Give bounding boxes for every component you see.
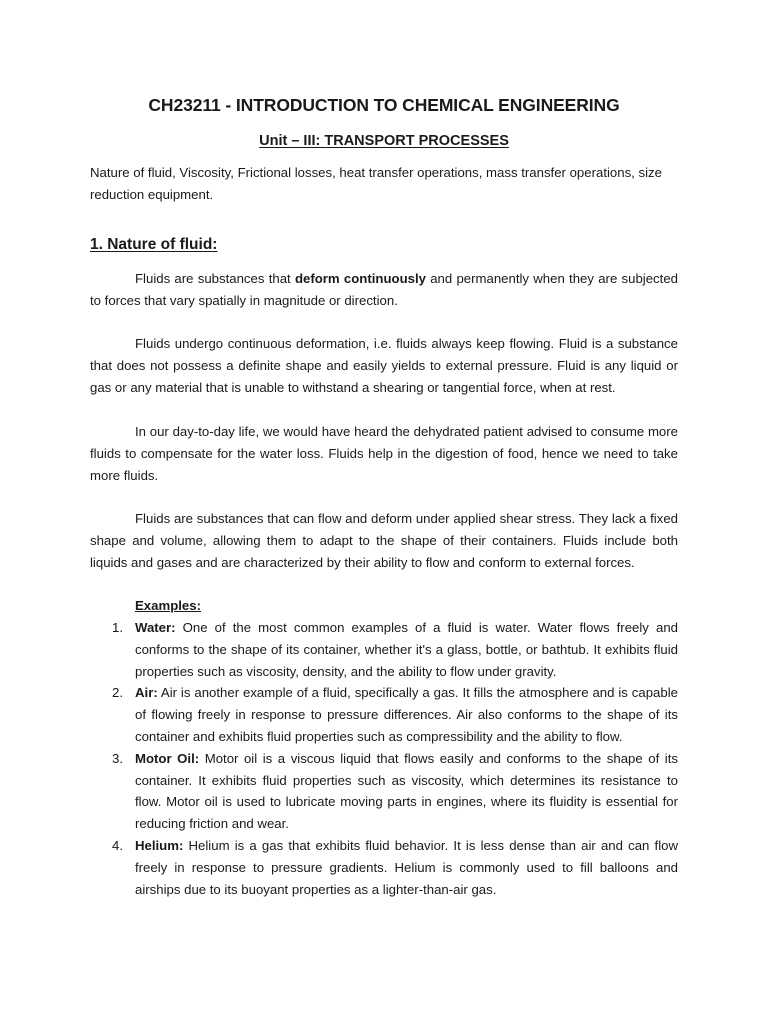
paragraph-2 bbox=[90, 333, 678, 398]
paragraph-1-text-b: and permanently when they are subjected to forces that vary spatially in magnitude or direction. bbox=[90, 271, 678, 308]
paragraph-2-text: Fluids undergo continuous deformation, i.e. fluids always keep flowing. Fluid is a substance that does not possess a definite shape and easily yields to external pressure. Fluid is any liquid or gas or any material that is unable to withstand a shearing or tangential force, when at rest. bbox=[90, 336, 678, 395]
list-term: Air: bbox=[135, 685, 158, 701]
list-item bbox=[90, 835, 678, 900]
paragraph-3-text: In our day-to-day life, we would have heard the dehydrated patient advised to consume more fluids to compensate for the water loss. Fluids help in the digestion of food, hence we need to take more fluids. bbox=[90, 424, 678, 483]
list-text: Helium is a gas that exhibits fluid behavior. It is less dense than air and can flow freely in response to pressure gradients. Helium is commonly used to fill balloons and airships due to its buoyant properties as a lighter-than-air gas. bbox=[135, 837, 678, 897]
list-text: Motor oil is a viscous liquid that flows easily and conforms to the shape of its container. It exhibits fluid properties such as viscosity, which determines its resistance to flow. Motor oil is used to lubricate moving parts in engines, where its fluidity is essential for reducing friction and wear. bbox=[135, 750, 678, 832]
paragraph-1 bbox=[90, 268, 678, 312]
list-text: One of the most common examples of a fluid is water. Water flows freely and conforms to the shape of its container, whether it's a glass, bottle, or bathtub. It exhibits fluid properties such as viscosity, density, and the ability to flow under gravity. bbox=[135, 620, 678, 679]
list-text: Air is another example of a fluid, specifically a gas. It fills the atmosphere and is capable of flowing freely in response to pressure differences. Air also conforms to the shape of its container and exhibits fluid properties such as compressibility and the ability to flow. bbox=[135, 685, 678, 744]
section-heading: 1. Nature of fluid: bbox=[90, 236, 218, 253]
list-item bbox=[90, 617, 678, 682]
examples-list bbox=[90, 617, 678, 900]
list-item bbox=[90, 682, 678, 747]
list-number: 4. bbox=[112, 837, 123, 853]
list-item bbox=[90, 748, 678, 835]
list-term: Motor Oil: bbox=[135, 750, 200, 766]
examples-heading: Examples: bbox=[135, 598, 201, 613]
list-term: Water: bbox=[135, 620, 176, 635]
document-title: CH23211 - INTRODUCTION TO CHEMICAL ENGINEERING bbox=[148, 95, 620, 115]
list-number: 2. bbox=[112, 685, 123, 701]
list-number: 1. bbox=[112, 620, 123, 635]
list-number: 3. bbox=[112, 750, 123, 766]
paragraph-1-bold: deform continuously bbox=[294, 271, 426, 286]
unit-subtitle: Unit – III: TRANSPORT PROCESSES bbox=[259, 133, 509, 149]
paragraph-4 bbox=[90, 508, 678, 573]
paragraph-3 bbox=[90, 421, 678, 486]
list-term: Helium: bbox=[135, 837, 184, 853]
paragraph-4-text: Fluids are substances that can flow and deform under applied shear stress. They lack a fixed shape and volume, allowing them to adapt to the shape of their containers. Fluids include both liquids and gases and are characterized by their ability to flow and conform to external forces. bbox=[90, 511, 678, 570]
intro-paragraph: Nature of fluid, Viscosity, Frictional losses, heat transfer operations, mass transfer operations, size reduction equipment. bbox=[90, 165, 662, 202]
paragraph-1-text-a: Fluids are substances that bbox=[135, 271, 295, 286]
